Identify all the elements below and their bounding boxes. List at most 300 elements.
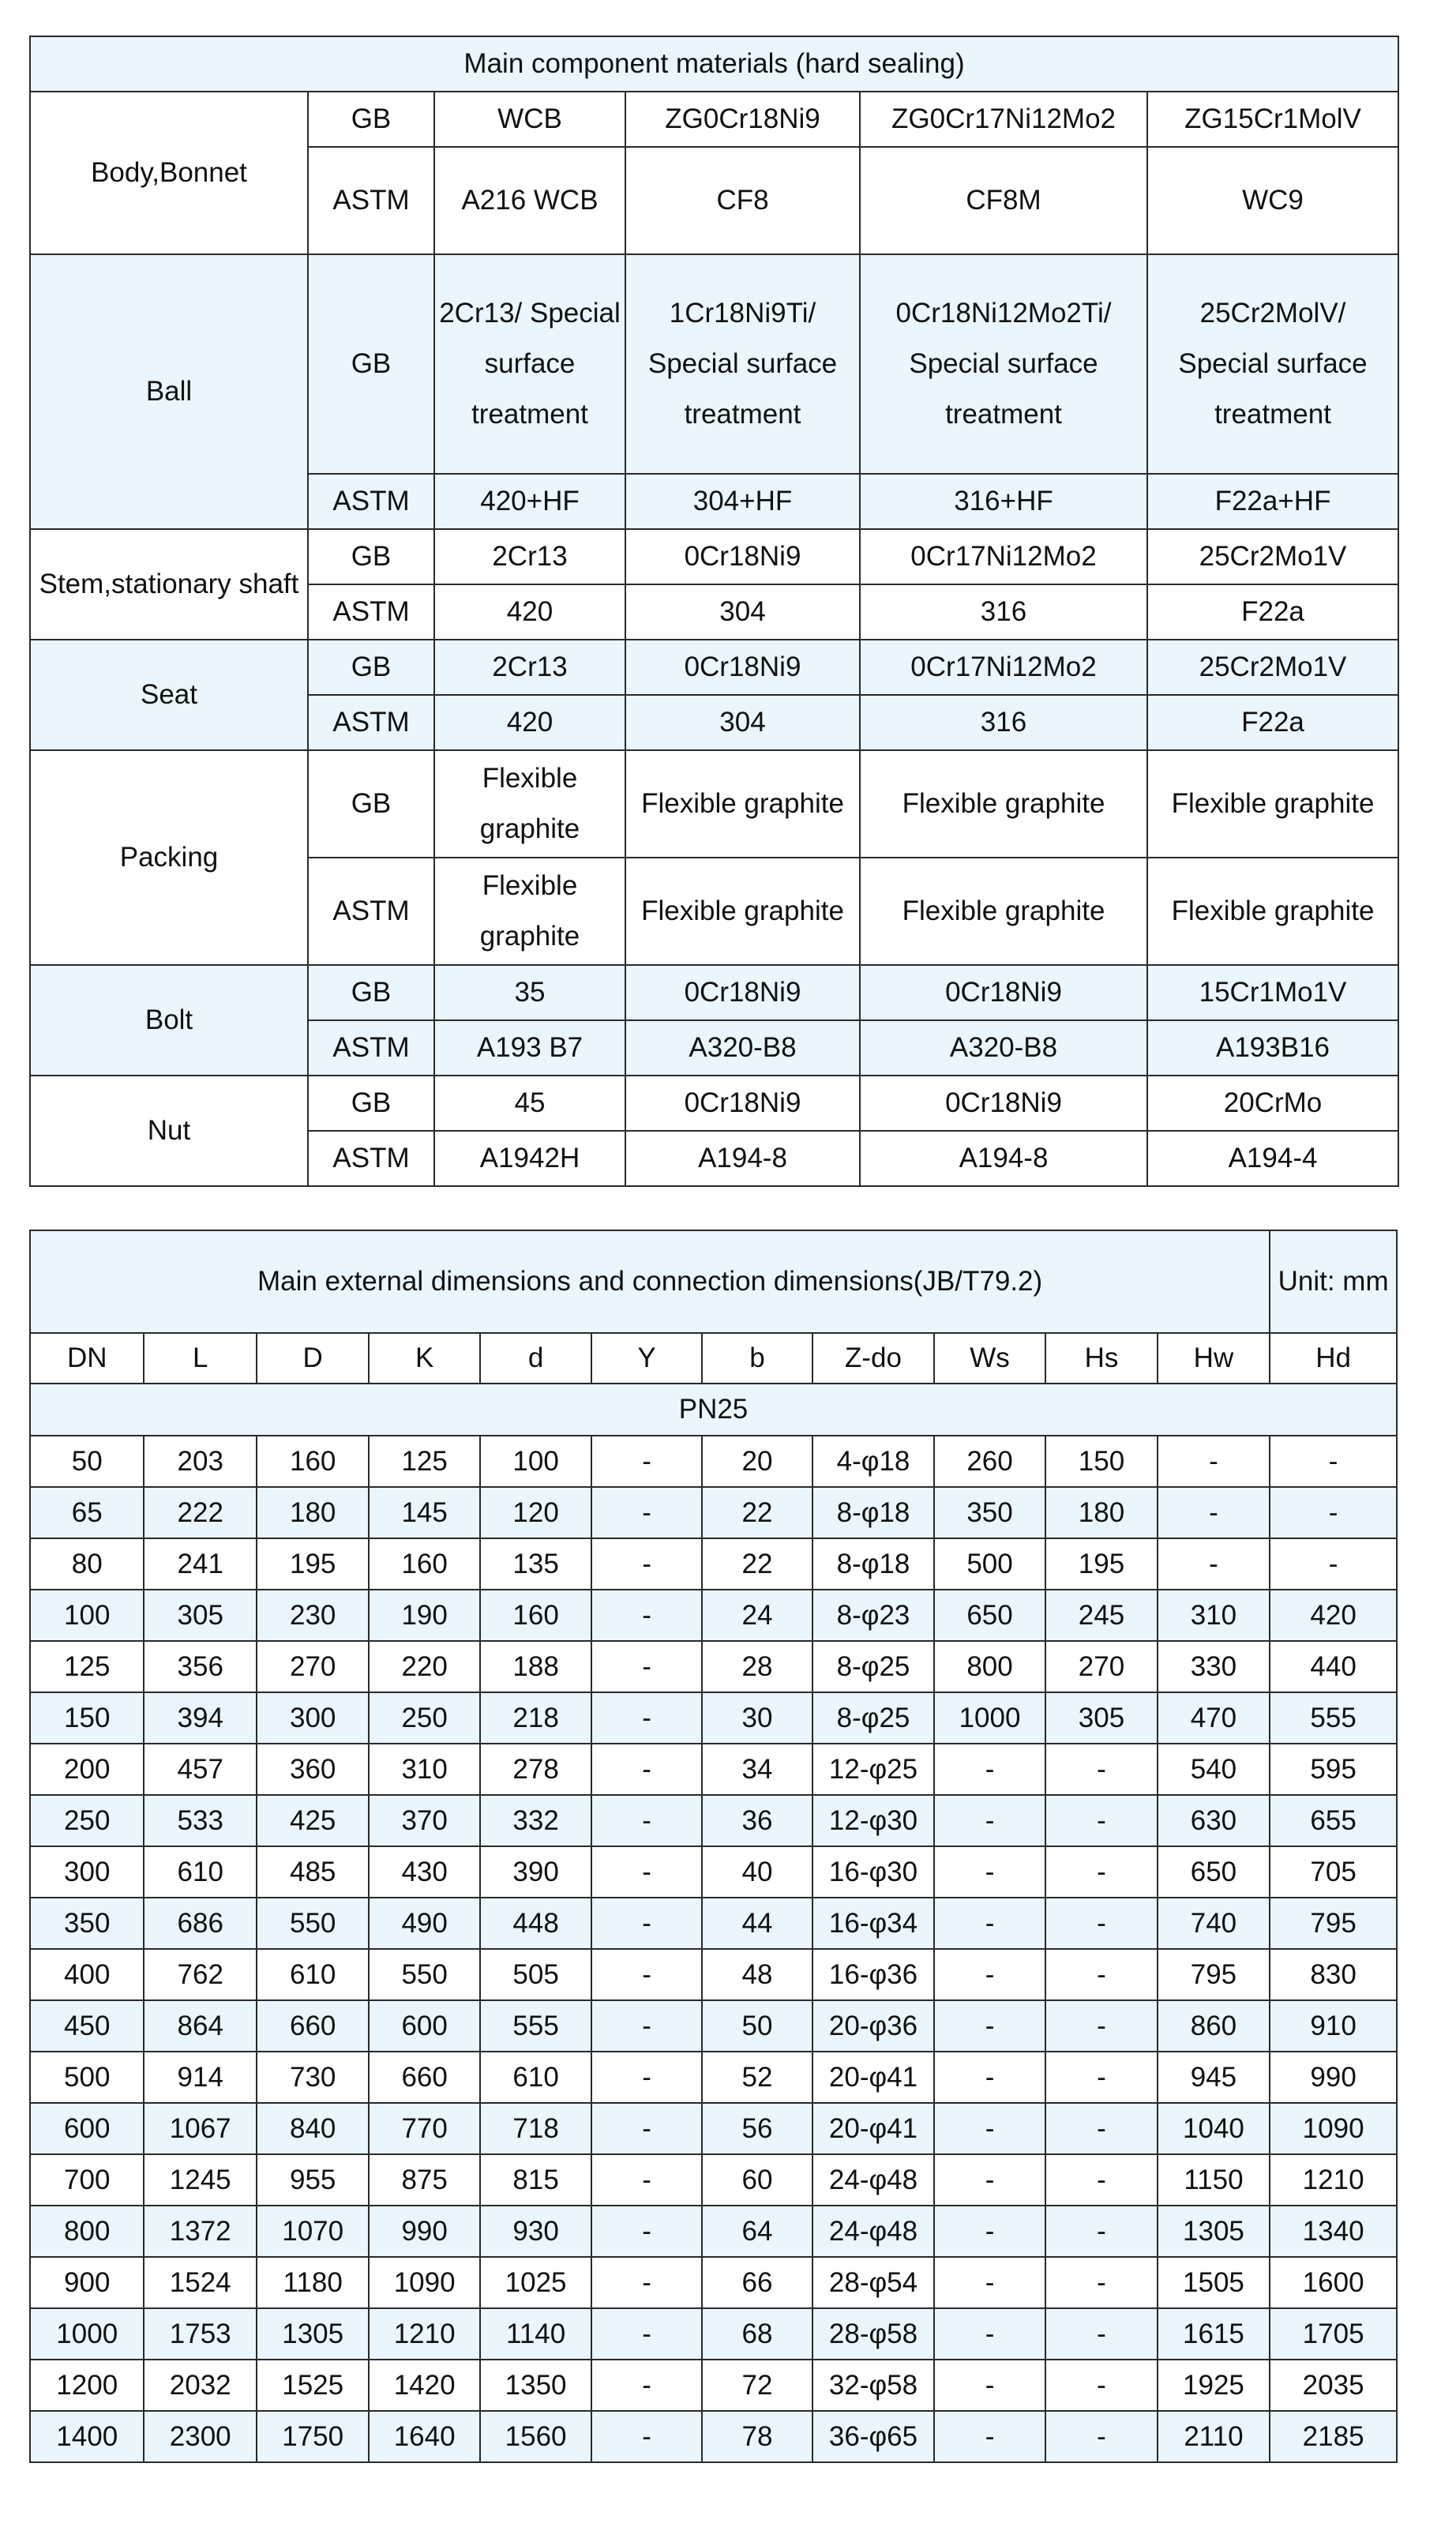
column-header: Hw [1158, 1333, 1270, 1384]
table-cell: 1560 [480, 2411, 591, 2462]
material-cell: 304 [625, 695, 860, 750]
table-cell: 1505 [1158, 2257, 1270, 2308]
material-cell: 2Cr13 [434, 640, 625, 695]
table-cell: 795 [1158, 1949, 1270, 2000]
table-cell: 180 [1045, 1487, 1157, 1538]
table-row [30, 2000, 1397, 2052]
table-cell: 150 [1045, 1436, 1157, 1487]
material-cell: CF8 [625, 147, 860, 254]
table-cell: 394 [144, 1692, 256, 1744]
table-cell: - [934, 2052, 1045, 2103]
table-cell: 425 [257, 1795, 369, 1846]
dimensions-title-row [30, 1230, 1397, 1333]
table-cell: 800 [30, 2206, 144, 2257]
table-cell: - [1045, 1898, 1157, 1949]
table-cell: - [934, 2308, 1045, 2360]
table-cell: 900 [30, 2257, 144, 2308]
table-row [30, 1846, 1397, 1898]
table-cell: 650 [934, 1590, 1045, 1641]
material-cell: 0Cr17Ni12Mo2 [860, 529, 1147, 584]
material-cell: WC9 [1147, 147, 1398, 254]
table-cell: 1600 [1270, 2257, 1397, 2308]
table-cell: 600 [30, 2103, 144, 2154]
material-cell: 25Cr2Mo1V [1147, 529, 1398, 584]
pressure-class-label: PN25 [30, 1384, 1397, 1436]
material-cell: Flexible graphite [860, 750, 1147, 858]
material-cell: 25Cr2MolV/ Special surface treatment [1147, 254, 1398, 474]
table-cell: 24 [702, 1590, 812, 1641]
row-label-packing: Packing [30, 750, 308, 965]
column-header: Hs [1045, 1333, 1157, 1384]
table-row [30, 1641, 1397, 1692]
material-cell: 316 [860, 584, 1147, 640]
column-header: DN [30, 1333, 144, 1384]
standard-label: GB [308, 750, 434, 858]
table-cell: 440 [1270, 1641, 1397, 1692]
table-cell: 500 [30, 2052, 144, 2103]
table-cell: 1070 [257, 2206, 369, 2257]
table-cell: 1210 [1270, 2154, 1397, 2206]
standard-label: GB [308, 965, 434, 1020]
table-cell: 24-φ48 [812, 2206, 934, 2257]
table-cell: - [591, 2206, 701, 2257]
table-cell: 2110 [1158, 2411, 1270, 2462]
table-cell: 660 [369, 2052, 479, 2103]
row-label-ball: Ball [30, 254, 308, 529]
table-cell: 64 [702, 2206, 812, 2257]
row-label-seat: Seat [30, 640, 308, 750]
dimensions-title: Main external dimensions and connection dimensions(JB/T79.2) [30, 1230, 1270, 1333]
table-row [30, 1744, 1397, 1795]
standard-label: ASTM [308, 1131, 434, 1186]
table-cell: 945 [1158, 2052, 1270, 2103]
table-cell: - [934, 2411, 1045, 2462]
table-cell: - [1158, 1487, 1270, 1538]
column-header: D [257, 1333, 369, 1384]
table-cell: 555 [480, 2000, 591, 2052]
table-row [30, 2308, 1397, 2360]
material-cell: Flexible graphite [860, 858, 1147, 965]
table-cell: 2032 [144, 2360, 256, 2411]
material-cell: 25Cr2Mo1V [1147, 640, 1398, 695]
table-cell: 1305 [257, 2308, 369, 2360]
table-cell: 125 [369, 1436, 479, 1487]
materials-title-row [30, 36, 1398, 92]
table-cell: 330 [1158, 1641, 1270, 1692]
table-cell: 4-φ18 [812, 1436, 934, 1487]
table-cell: 485 [257, 1846, 369, 1898]
table-row [30, 1590, 1397, 1641]
table-cell: 222 [144, 1487, 256, 1538]
table-cell: 490 [369, 1898, 479, 1949]
table-cell: - [591, 2154, 701, 2206]
table-cell: 65 [30, 1487, 144, 1538]
table-cell: 860 [1158, 2000, 1270, 2052]
row-label-body-bonnet: Body,Bonnet [30, 92, 308, 254]
material-cell: 0Cr17Ni12Mo2 [860, 640, 1147, 695]
table-cell: 762 [144, 1949, 256, 2000]
table-cell: 555 [1270, 1692, 1397, 1744]
table-row [30, 1692, 1397, 1744]
table-cell: 610 [144, 1846, 256, 1898]
table-cell: - [1045, 2052, 1157, 2103]
table-cell: 770 [369, 2103, 479, 2154]
table-row [30, 1436, 1397, 1487]
material-cell: 0Cr18Ni9 [625, 640, 860, 695]
table-cell: 188 [480, 1641, 591, 1692]
table-cell: 360 [257, 1744, 369, 1795]
table-cell: - [934, 1744, 1045, 1795]
material-cell: A194-8 [625, 1131, 860, 1186]
table-cell: - [1045, 2103, 1157, 2154]
table-cell: 78 [702, 2411, 812, 2462]
table-cell: 150 [30, 1692, 144, 1744]
material-cell: A320-B8 [625, 1020, 860, 1076]
material-cell: 0Cr18Ni9 [860, 1076, 1147, 1131]
table-cell: 332 [480, 1795, 591, 1846]
material-cell: A1942H [434, 1131, 625, 1186]
table-cell: 990 [369, 2206, 479, 2257]
table-cell: 305 [1045, 1692, 1157, 1744]
table-cell: 930 [480, 2206, 591, 2257]
table-cell: 80 [30, 1538, 144, 1590]
material-cell: Flexible graphite [1147, 858, 1398, 965]
table-cell: - [1045, 1795, 1157, 1846]
table-cell: 914 [144, 2052, 256, 2103]
materials-table [29, 36, 1399, 1187]
table-cell: 660 [257, 2000, 369, 2052]
table-cell: 20 [702, 1436, 812, 1487]
table-cell: - [1045, 2000, 1157, 2052]
table-cell: 655 [1270, 1795, 1397, 1846]
table-cell: - [1270, 1487, 1397, 1538]
table-cell: - [1270, 1538, 1397, 1590]
table-cell: 2300 [144, 2411, 256, 2462]
table-cell: 1753 [144, 2308, 256, 2360]
material-cell: 45 [434, 1076, 625, 1131]
table-row [30, 1487, 1397, 1538]
table-cell: - [934, 2360, 1045, 2411]
material-cell: F22a+HF [1147, 474, 1398, 529]
table-cell: - [591, 1487, 701, 1538]
table-cell: 540 [1158, 1744, 1270, 1795]
material-cell: 304 [625, 584, 860, 640]
table-cell: 68 [702, 2308, 812, 2360]
table-cell: 36-φ65 [812, 2411, 934, 2462]
bolt-gb-row [30, 965, 1398, 1020]
stem-gb-row [30, 529, 1398, 584]
table-row [30, 2103, 1397, 2154]
table-cell: 52 [702, 2052, 812, 2103]
material-cell: 0Cr18Ni9 [625, 529, 860, 584]
standard-label: GB [308, 529, 434, 584]
table-cell: 610 [257, 1949, 369, 2000]
table-cell: 686 [144, 1898, 256, 1949]
table-cell: 250 [30, 1795, 144, 1846]
table-cell: 1025 [480, 2257, 591, 2308]
table-cell: 990 [1270, 2052, 1397, 2103]
material-cell: 2Cr13 [434, 529, 625, 584]
column-header: K [369, 1333, 479, 1384]
table-cell: 160 [480, 1590, 591, 1641]
table-cell: - [1045, 1949, 1157, 2000]
table-cell: 218 [480, 1692, 591, 1744]
material-cell: Flexible graphite [1147, 750, 1398, 858]
table-cell: 1000 [934, 1692, 1045, 1744]
material-cell: 15Cr1Mo1V [1147, 965, 1398, 1020]
table-cell: 30 [702, 1692, 812, 1744]
table-cell: - [591, 2308, 701, 2360]
table-cell: 2185 [1270, 2411, 1397, 2462]
table-cell: 8-φ25 [812, 1641, 934, 1692]
pn-section-row [30, 1384, 1397, 1436]
table-cell: - [934, 2257, 1045, 2308]
material-cell: 316+HF [860, 474, 1147, 529]
table-cell: - [591, 1846, 701, 1898]
table-cell: 1925 [1158, 2360, 1270, 2411]
material-cell: A320-B8 [860, 1020, 1147, 1076]
table-cell: - [1158, 1538, 1270, 1590]
table-cell: 840 [257, 2103, 369, 2154]
table-cell: - [591, 1949, 701, 2000]
table-cell: - [591, 2103, 701, 2154]
unit-label: Unit: mm [1270, 1230, 1397, 1333]
table-cell: - [591, 1590, 701, 1641]
material-cell: 316 [860, 695, 1147, 750]
table-cell: 8-φ18 [812, 1487, 934, 1538]
standard-label: ASTM [308, 474, 434, 529]
table-cell: 1350 [480, 2360, 591, 2411]
seat-gb-row [30, 640, 1398, 695]
table-cell: 145 [369, 1487, 479, 1538]
table-cell: 795 [1270, 1898, 1397, 1949]
table-cell: 1067 [144, 2103, 256, 2154]
standard-label: GB [308, 92, 434, 147]
table-cell: 600 [369, 2000, 479, 2052]
table-cell: 815 [480, 2154, 591, 2206]
dimensions-table [29, 1230, 1398, 2463]
table-cell: 910 [1270, 2000, 1397, 2052]
table-cell: 1200 [30, 2360, 144, 2411]
material-cell: 304+HF [625, 474, 860, 529]
table-cell: 66 [702, 2257, 812, 2308]
material-cell: Flexible graphite [625, 750, 860, 858]
table-cell: 650 [1158, 1846, 1270, 1898]
table-cell: 160 [369, 1538, 479, 1590]
table-cell: 120 [480, 1487, 591, 1538]
table-row [30, 2411, 1397, 2462]
standard-label: GB [308, 640, 434, 695]
table-cell: 1180 [257, 2257, 369, 2308]
table-cell: 450 [30, 2000, 144, 2052]
table-cell: 730 [257, 2052, 369, 2103]
table-cell: - [1045, 2360, 1157, 2411]
table-cell: 241 [144, 1538, 256, 1590]
table-cell: - [1045, 2206, 1157, 2257]
table-cell: 203 [144, 1436, 256, 1487]
material-cell: 0Cr18Ni9 [625, 965, 860, 1020]
material-cell: 420 [434, 584, 625, 640]
table-cell: 300 [257, 1692, 369, 1744]
material-cell: Flexible graphite [434, 858, 625, 965]
column-header: d [480, 1333, 591, 1384]
table-cell: - [934, 2154, 1045, 2206]
material-cell: 420 [434, 695, 625, 750]
table-cell: - [591, 2411, 701, 2462]
column-header: b [702, 1333, 812, 1384]
table-cell: - [934, 2000, 1045, 2052]
table-cell: 60 [702, 2154, 812, 2206]
table-cell: 100 [480, 1436, 591, 1487]
material-cell: 420+HF [434, 474, 625, 529]
material-cell: 0Cr18Ni9 [625, 1076, 860, 1131]
table-cell: - [591, 2000, 701, 2052]
table-cell: 16-φ36 [812, 1949, 934, 2000]
materials-title: Main component materials (hard sealing) [30, 36, 1398, 92]
table-cell: 270 [1045, 1641, 1157, 1692]
column-header: Ws [934, 1333, 1045, 1384]
table-cell: 630 [1158, 1795, 1270, 1846]
table-cell: 1705 [1270, 2308, 1397, 2360]
table-cell: - [591, 1538, 701, 1590]
packing-gb-row [30, 750, 1398, 858]
table-cell: 24-φ48 [812, 2154, 934, 2206]
table-cell: 1372 [144, 2206, 256, 2257]
material-cell: 0Cr18Ni9 [860, 965, 1147, 1020]
table-cell: 370 [369, 1795, 479, 1846]
table-cell: 1420 [369, 2360, 479, 2411]
table-cell: - [1045, 2257, 1157, 2308]
material-cell: A194-4 [1147, 1131, 1398, 1186]
material-cell: ZG0Cr17Ni12Mo2 [860, 92, 1147, 147]
table-cell: 875 [369, 2154, 479, 2206]
table-cell: 550 [369, 1949, 479, 2000]
table-cell: 125 [30, 1641, 144, 1692]
table-cell: 230 [257, 1590, 369, 1641]
table-cell: 40 [702, 1846, 812, 1898]
table-cell: 1525 [257, 2360, 369, 2411]
table-cell: 500 [934, 1538, 1045, 1590]
material-cell: A194-8 [860, 1131, 1147, 1186]
table-cell: 830 [1270, 1949, 1397, 2000]
table-row [30, 2206, 1397, 2257]
table-cell: - [591, 2052, 701, 2103]
table-cell: 180 [257, 1487, 369, 1538]
table-cell: 1140 [480, 2308, 591, 2360]
table-cell: 800 [934, 1641, 1045, 1692]
table-cell: - [1270, 1436, 1397, 1487]
table-cell: 195 [1045, 1538, 1157, 1590]
table-cell: 2035 [1270, 2360, 1397, 2411]
column-header-row [30, 1333, 1397, 1384]
table-cell: 470 [1158, 1692, 1270, 1744]
table-cell: - [934, 1898, 1045, 1949]
nut-gb-row [30, 1076, 1398, 1131]
table-cell: 22 [702, 1487, 812, 1538]
table-cell: 160 [257, 1436, 369, 1487]
table-cell: 457 [144, 1744, 256, 1795]
table-cell: 20-φ41 [812, 2103, 934, 2154]
table-cell: 1000 [30, 2308, 144, 2360]
table-cell: 1615 [1158, 2308, 1270, 2360]
table-cell: 705 [1270, 1846, 1397, 1898]
material-cell: A216 WCB [434, 147, 625, 254]
table-cell: 505 [480, 1949, 591, 2000]
material-cell: A193 B7 [434, 1020, 625, 1076]
table-cell: 864 [144, 2000, 256, 2052]
table-cell: - [1045, 2308, 1157, 2360]
table-cell: 56 [702, 2103, 812, 2154]
column-header: Y [591, 1333, 701, 1384]
table-row [30, 2360, 1397, 2411]
table-cell: 1090 [369, 2257, 479, 2308]
ball-gb-row [30, 254, 1398, 474]
table-cell: 48 [702, 1949, 812, 2000]
table-cell: 300 [30, 1846, 144, 1898]
table-cell: 135 [480, 1538, 591, 1590]
material-cell: 2Cr13/ Special surface treatment [434, 254, 625, 474]
table-cell: 50 [30, 1436, 144, 1487]
material-cell: A193B16 [1147, 1020, 1398, 1076]
table-cell: 36 [702, 1795, 812, 1846]
table-cell: - [591, 1898, 701, 1949]
table-cell: - [591, 1641, 701, 1692]
table-cell: 260 [934, 1436, 1045, 1487]
row-label-bolt: Bolt [30, 965, 308, 1076]
table-cell: 1524 [144, 2257, 256, 2308]
table-cell: 1040 [1158, 2103, 1270, 2154]
material-cell: ZG15Cr1MolV [1147, 92, 1398, 147]
table-cell: - [1045, 1846, 1157, 1898]
table-cell: - [591, 1692, 701, 1744]
table-row [30, 1949, 1397, 2000]
table-cell: 356 [144, 1641, 256, 1692]
material-cell: F22a [1147, 584, 1398, 640]
table-cell: 700 [30, 2154, 144, 2206]
material-cell: WCB [434, 92, 625, 147]
table-cell: 350 [30, 1898, 144, 1949]
material-cell: CF8M [860, 147, 1147, 254]
material-cell: F22a [1147, 695, 1398, 750]
table-cell: 740 [1158, 1898, 1270, 1949]
table-cell: 195 [257, 1538, 369, 1590]
table-cell: 1750 [257, 2411, 369, 2462]
table-cell: 34 [702, 1744, 812, 1795]
table-cell: 8-φ23 [812, 1590, 934, 1641]
standard-label: GB [308, 1076, 434, 1131]
table-cell: - [1158, 1436, 1270, 1487]
standard-label: ASTM [308, 1020, 434, 1076]
table-cell: 420 [1270, 1590, 1397, 1641]
table-cell: 16-φ30 [812, 1846, 934, 1898]
standard-label: ASTM [308, 584, 434, 640]
table-cell: 430 [369, 1846, 479, 1898]
table-cell: 1400 [30, 2411, 144, 2462]
table-cell: 8-φ25 [812, 1692, 934, 1744]
material-cell: 1Cr18Ni9Ti/ Special surface treatment [625, 254, 860, 474]
table-cell: 1245 [144, 2154, 256, 2206]
table-cell: 955 [257, 2154, 369, 2206]
table-cell: 1210 [369, 2308, 479, 2360]
table-cell: 270 [257, 1641, 369, 1692]
table-cell: 595 [1270, 1744, 1397, 1795]
table-cell: 250 [369, 1692, 479, 1744]
table-cell: 310 [1158, 1590, 1270, 1641]
table-cell: 350 [934, 1487, 1045, 1538]
table-cell: - [934, 1846, 1045, 1898]
table-cell: 28-φ54 [812, 2257, 934, 2308]
table-cell: - [591, 1795, 701, 1846]
